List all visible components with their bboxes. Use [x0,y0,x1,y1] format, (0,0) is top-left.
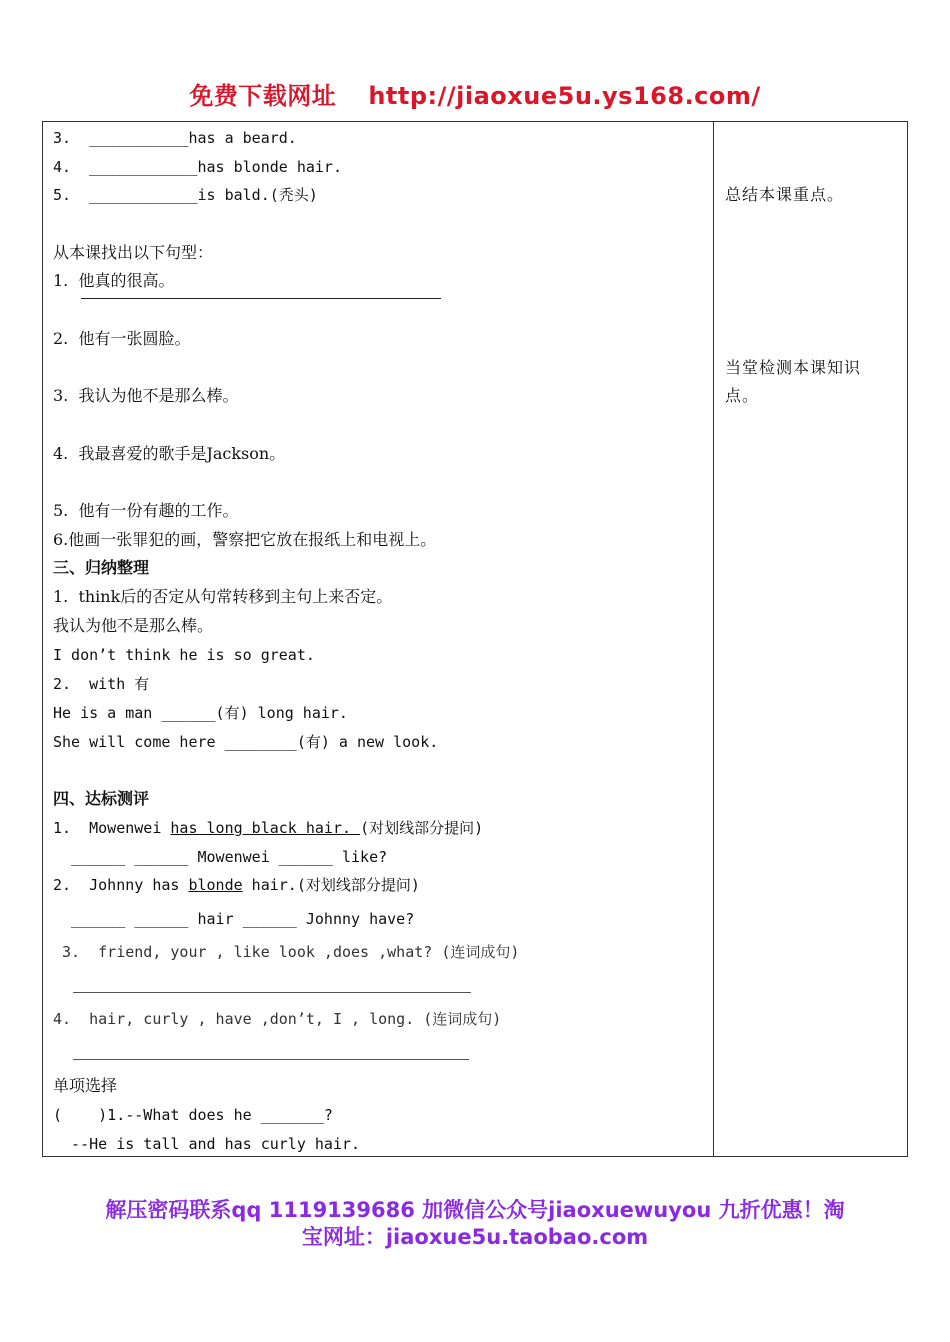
section4-title: 四、达标测评 [53,789,150,808]
mc-question-1: ( )1.--What does he _______? [53,1106,333,1124]
column-divider [713,122,714,1156]
question-1-answer: ______ ______ Mowenwei ______ like? [53,848,388,866]
note-check-line-2: 点。 [725,386,760,405]
section3-line-3: I don’t think he is so great. [53,646,315,664]
answer-line-1 [81,298,441,299]
answer-line-4 [73,1059,469,1060]
note-check-line-1: 当堂检测本课知识 [725,358,862,377]
question-1 [53,818,483,838]
q1-post: (对划线部分提问) [360,819,484,837]
mc-answer-1: --He is tall and has curly hair. [53,1135,361,1153]
sentence-4: 4. 我最喜爱的歌手是Jackson。 [53,444,286,463]
note-summary: 总结本课重点。 [725,185,845,204]
q2-pre: 2. Johnny has [53,876,189,894]
sentence-1: 1. 他真的很高。 [53,271,175,290]
header-url[interactable]: http://jiaoxue5u.ys168.com/ [368,82,761,110]
mc-title: 单项选择 [53,1076,118,1095]
item-4: 4. ____________has blonde hair. [53,158,342,176]
q2-post: hair.(对划线部分提问) [242,876,420,894]
section3-line-6: She will come here ________(有) a new look. [53,733,439,751]
sentence-2: 2. 他有一张圆脸。 [53,329,191,348]
contact-footer [40,1197,910,1251]
item-3: 3. ___________has a beard. [53,129,297,147]
section3-line-5: He is a man ______(有) long hair. [53,704,348,722]
question-2 [53,875,420,895]
sentence-6: 6.他画一张罪犯的画，警察把它放在报纸上和电视上。 [53,530,437,549]
worksheet-table [42,121,908,1157]
header-label: 免费下载网址 [189,82,337,110]
sentence-3: 3. 我认为他不是那么棒。 [53,386,239,405]
section3-line-2: 我认为他不是那么棒。 [53,616,214,635]
section3-line-1: 1. think后的否定从句常转移到主句上来否定。 [53,587,393,606]
item-5: 5. ____________is bald.(秃头) [53,186,318,204]
q1-pre: 1. Mowenwei [53,819,171,837]
footer-line-1: 解压密码联系qq 1119139686 加微信公众号jiaoxuewuyou 九折优惠！淘 [105,1198,845,1222]
question-2-answer: ______ ______ hair ______ Johnny have? [53,910,415,928]
question-3: 3. friend, your , like look ,does ,what? (连词成句) [53,943,520,961]
footer-line-2[interactable]: 宝网址：jiaoxue5u.taobao.com [301,1225,649,1249]
section3-title: 三、归纳整理 [53,558,150,577]
download-header [0,76,950,111]
question-4: 4. hair, curly , have ,don’t, I , long. (连词成句) [53,1010,502,1028]
q1-underlined: has long black hair. [170,819,361,837]
answer-line-3 [73,992,471,993]
find-title: 从本课找出以下句型： [53,243,214,262]
q2-underlined: blonde [188,876,243,894]
sentence-5: 5. 他有一份有趣的工作。 [53,501,239,520]
section3-line-4: 2. with 有 [53,675,150,693]
